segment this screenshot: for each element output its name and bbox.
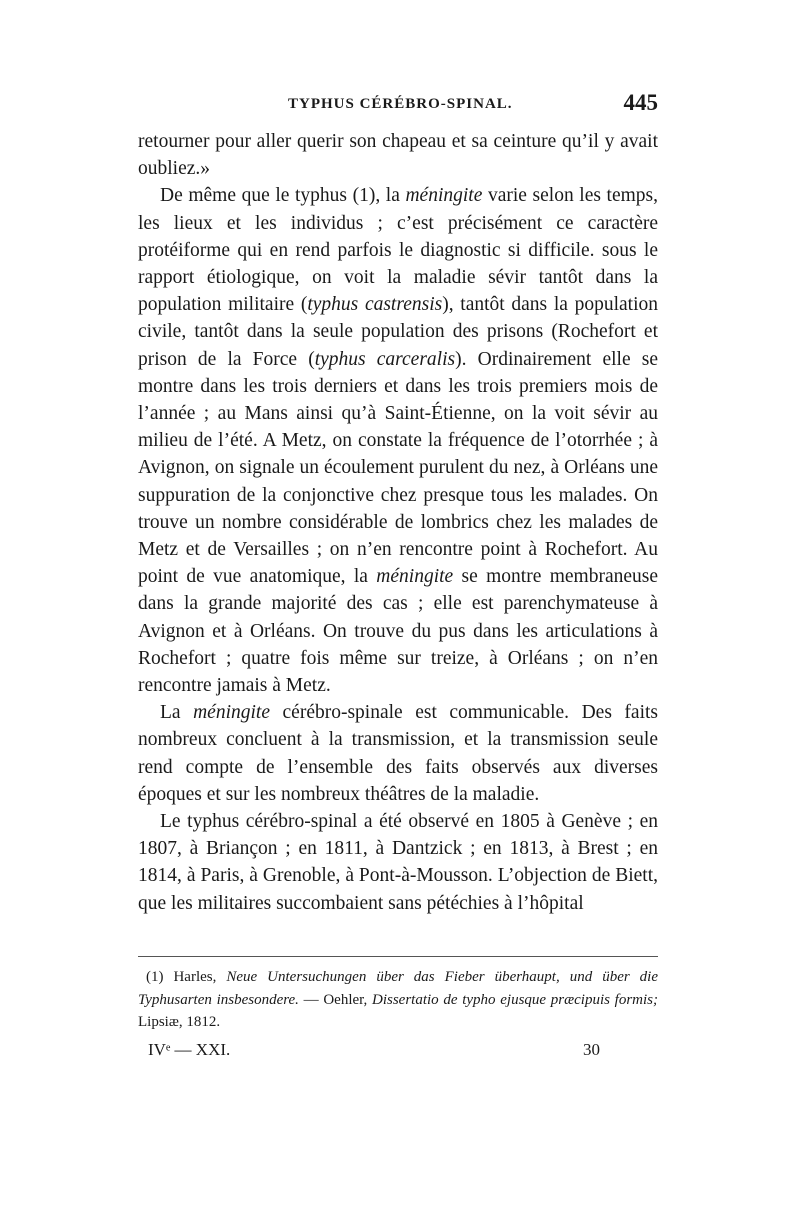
text-run: retourner pour aller querir son chapeau et sa ceinture qu’il y avait oubliez.»: [138, 131, 658, 180]
italic-term: Dissertatio de typho ejusque præcipuis formis;: [372, 991, 658, 1008]
text-run: ), tantôt dans la population civile, tantôt dans la seule population des prisons (Rochefort et prison de la Force (: [138, 294, 658, 370]
italic-term: Neue Untersuchungen über das Fieber überhaupt, und über die Typhusarten insbesondere.: [138, 969, 659, 1008]
italic-term: méningite: [376, 566, 454, 588]
footnote-paragraph: [138, 966, 658, 1034]
paragraph: [138, 808, 658, 917]
text-run: De même que le typhus (1), la: [160, 185, 406, 207]
sheet-number: 30: [583, 1040, 600, 1059]
running-head: TYPHUS CÉRÉBRO-SPINAL.: [288, 96, 513, 112]
italic-term: typhus carceralis: [314, 348, 456, 370]
signature-mark: IVᵉ — XXI.: [148, 1040, 231, 1059]
text-run: — Oehler,: [298, 991, 372, 1008]
italic-term: typhus castrensis: [307, 294, 443, 316]
italic-term: méningite: [405, 185, 483, 207]
text-run: cérébro-spinale est communicable. Des faits nombreux concluent à la transmission, et la transmission seule rend compte de l’ensemble des faits observés aux diverses époques et sur les nombreux théâtres de la maladie.: [138, 702, 658, 805]
text-run: (1) Harles,: [146, 969, 227, 985]
page-header: [138, 90, 658, 126]
body-text: [138, 128, 658, 917]
text-run: La: [160, 702, 194, 724]
footnote: [138, 966, 658, 1034]
text-run: Lipsiæ, 1812.: [138, 1014, 221, 1030]
text-run: ). Ordinairement elle se montre dans les trois derniers et dans les trois premiers mois de l’année ; au Mans ainsi qu’à Saint-Étienne, on la voit sévir au milieu de l’été. A Metz, on constate la fréquence de l’otorrhée ; à Avignon, on signale un écoulement purulent du nez, à Orléans une suppuration de la conjonctive chez presque tous les malades. On trouve un nombre considérable de lombrics chez les malades de Metz et de Versailles ; on n’en rencontre point à Rochefort. Au point de vue anatomique, la: [138, 348, 659, 588]
page-number: 445: [623, 90, 658, 115]
text-run: Le typhus cérébro-spinal a été observé en 1805 à Genève ; en 1807, à Briançon ; en 1811, à Dantzick ; en 1813, à Brest ; en 1814, à Paris, à Grenoble, à Pont-à-Mousson. L’objection de Biett, que les militaires succombaient sans pétéchies à l’hôpital: [138, 811, 658, 914]
text-run: se montre membraneuse dans la grande majorité des cas ; elle est parenchymateuse à Avignon et à Orléans. On trouve du pus dans les articulations à Rochefort ; quatre fois même sur treize, à Orléans ; on n’en rencontre jamais à Metz.: [138, 566, 659, 697]
italic-term: méningite: [193, 702, 270, 724]
paragraph: [138, 699, 658, 808]
footnote-divider: [138, 956, 658, 957]
text-run: varie selon les temps, les lieux et les individus ; c’est précisément ce caractère protéiforme qui en rend parfois le diagnostic si difficile. sous le rapport étiologique, on voit la maladie sévir tantôt dans la population militaire (: [138, 185, 658, 316]
paragraph: [138, 182, 658, 699]
paragraph: [138, 128, 658, 182]
